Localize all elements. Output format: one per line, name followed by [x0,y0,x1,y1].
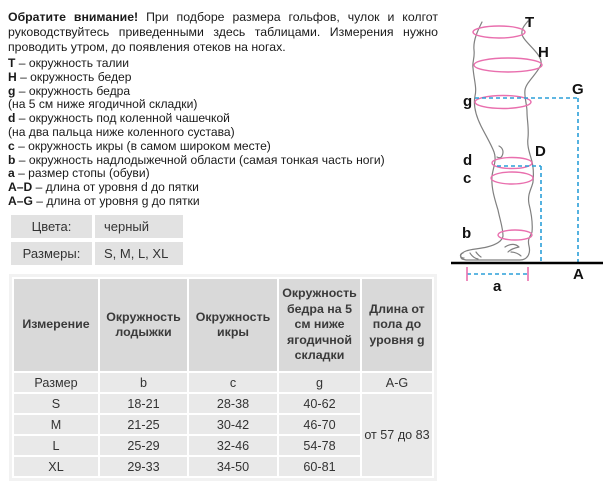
size-table-header-row [14,279,432,371]
subheader-g: g [279,373,360,392]
toes-detail [460,252,481,259]
heel-detail [505,244,521,256]
diagram-label-G: G [572,81,584,98]
diagram-label-T: T [525,14,535,31]
header-length: Длина от пола до уровня g [362,279,432,371]
diagram-label-D: D [535,143,546,160]
knee-detail [497,146,503,158]
cell-size: L [14,436,98,455]
diagram-label-d: d [463,152,473,169]
cell-g: 46-70 [279,415,360,434]
colors-label: Цвета: [11,215,92,238]
cell-c: 32-46 [189,436,277,455]
size-table-wrapper [9,274,437,481]
intro-body-text: При подборе размера гольфов, чулок и колгот руководствуйтесь приведенными здесь таблицами. Измерения нужно проводить утром, до появления отеков на ногах. [8,10,438,55]
colors-row [11,215,183,238]
cell-size: XL [14,457,98,476]
legend-line-AD: A–D – длина от уровня d до пятки [8,180,199,195]
size-table [12,277,434,478]
legend-line-H: H – окружность бедер [8,69,132,84]
sizes-row [11,242,183,265]
cell-b: 21-25 [100,415,187,434]
sizes-value: S, M, L, XL [95,242,183,265]
subheader-c: c [189,373,277,392]
cell-b: 25-29 [100,436,187,455]
diagram-label-a: a [493,278,502,295]
measure-ellipse-H [474,58,542,72]
header-ankle: Окружность лодыжки [100,279,187,371]
product-attributes [11,215,183,269]
size-table-subheader-row [14,373,432,392]
subheader-size: Размер [14,373,98,392]
cell-c: 28-38 [189,394,277,413]
cell-length-merged: от 57 до 83 [362,394,432,476]
measure-ellipse-T [473,26,525,38]
header-calf: Окружность икры [189,279,277,371]
diagram-label-b: b [462,225,472,242]
legend-line-g: g – окружность бедра [8,83,131,98]
measurement-legend [8,57,448,209]
header-thigh: Окружность бедра на 5 см ниже ягодичной складки [279,279,360,371]
legend-note-d: (на два пальца ниже коленного сустава) [8,124,235,139]
measure-ellipse-c [491,172,533,184]
cell-b: 18-21 [100,394,187,413]
colors-value: черный [95,215,183,238]
intro-attention-text: Обратите внимание! [8,10,139,24]
cell-g: 54-78 [279,436,360,455]
subheader-b: b [100,373,187,392]
cell-size: M [14,415,98,434]
diagram-label-A: A [573,266,584,283]
legend-line-b: b – окружность надлодыжечной области (самая тонкая часть ноги) [8,152,385,167]
intro-paragraph [8,10,438,56]
cell-b: 29-33 [100,457,187,476]
diagram-label-g: g [463,93,473,110]
leg-outline [461,21,542,260]
legend-note-g: (на 5 см ниже ягодичной складки) [8,97,198,112]
legend-line-T: T – окружность талии [8,56,130,70]
cell-c: 34-50 [189,457,277,476]
cell-size: S [14,394,98,413]
leg-measurement-diagram [440,0,606,300]
legend-line-AG: A–G – длина от уровня g до пятки [8,193,200,208]
legend-line-a: a – размер стопы (обуви) [8,166,150,181]
legend-line-d: d – окружность под коленной чашечкой [8,111,230,126]
measure-ellipse-d [492,158,532,169]
diagram-label-c: c [463,170,472,187]
cell-g: 60-81 [279,457,360,476]
legend-line-c: c – окружность икры (в самом широком месте) [8,138,271,153]
diagram-label-H: H [538,44,549,61]
table-row-S [14,394,432,413]
cell-c: 30-42 [189,415,277,434]
cell-g: 40-62 [279,394,360,413]
subheader-AG: A-G [362,373,432,392]
sizes-label: Размеры: [11,242,92,265]
header-measurement: Измерение [14,279,98,371]
